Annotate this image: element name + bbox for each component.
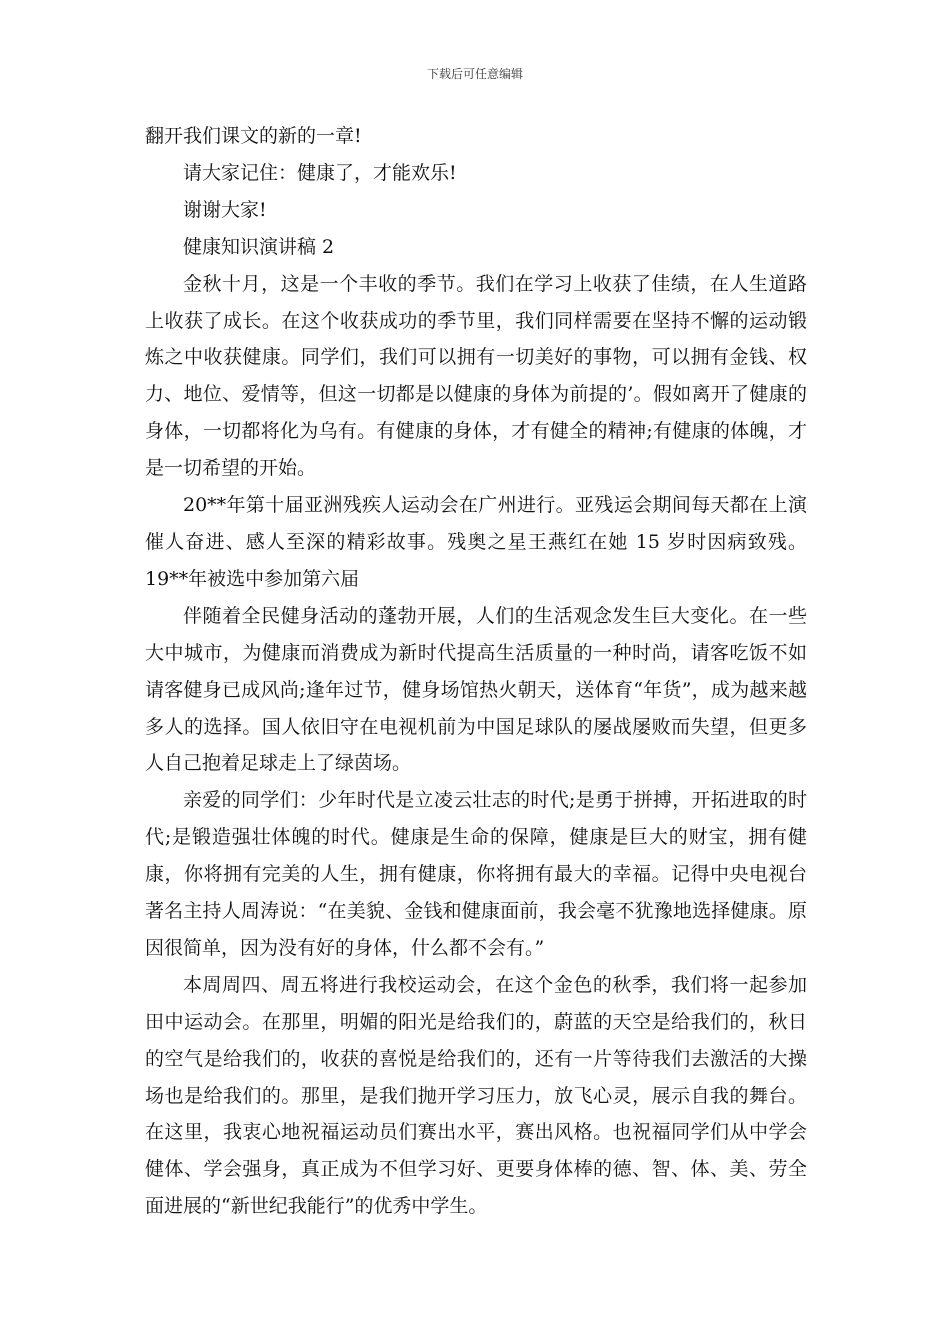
- paragraph: 谢谢大家!: [183, 198, 267, 221]
- paragraph: 20**年第十届亚洲残疾人运动会在广州进行。亚残运会期间每天都在上演催人奋进、感人至深的精彩故事。残奥之星王燕红在她 15 岁时因病致残。19**年被选中参加第六届: [145, 494, 807, 590]
- paragraph: 亲爱的同学们：少年时代是立凌云壮志的时代;是勇于拼搏，开拓进取的时代;是锻造强壮体魄的时代。健康是生命的保障，健康是巨大的财宝，拥有健康，你将拥有完美的人生，拥有健康，你将拥有最大的幸福。记得中央电视台著名主持人周涛说：“在美貌、金钱和健康面前，我会毫不犹豫地选择健康。原因很简单，因为没有好的身体，什么都不会有。”: [145, 789, 807, 959]
- paragraph: 翻开我们课文的新的一章!: [145, 125, 362, 147]
- paragraph: 请大家记住：健康了，才能欢乐!: [183, 161, 457, 184]
- section-title: 健康知识演讲稿 2: [183, 235, 335, 258]
- paragraph: 伴随着全民健身活动的蓬勃开展，人们的生活观念发生巨大变化。在一些大中城市，为健康而消费成为新时代提高生活质量的一种时尚，请客吃饭不如请客健身已成风尚;逢年过节，健身场馆热火朝天，送体育“年货”，成为越来越多人的选择。国人依旧守在电视机前为中国足球队的屡战屡败而失望，但更多人自己抱着足球走上了绿茵场。: [145, 604, 807, 775]
- paragraph: 本周周四、周五将进行我校运动会，在这个金色的秋季，我们将一起参加田中运动会。在那里，明媚的阳光是给我们的，蔚蓝的天空是给我们的，秋日的空气是给我们的，收获的喜悦是给我们的，还有一片等待我们去激活的大操场也是给我们的。那里，是我们抛开学习压力，放飞心灵，展示自我的舞台。在这里，我衷心地祝福运动员们赛出水平，赛出风格。也祝福同学们从中学会健体、学会强身，真正成为不但学习好、更要身体棒的德、智、体、美、劳全面进展的“新世纪我能行”的优秀中学生。: [145, 973, 807, 1218]
- document-body: [145, 118, 807, 1225]
- paragraph: 金秋十月，这是一个丰收的季节。我们在学习上收获了佳绩，在人生道路上收获了成长。在这个收获成功的季节里，我们同样需要在坚持不懈的运动锻炼之中收获健康。同学们，我们可以拥有一切美好的事物，可以拥有金钱、权力、地位、爱情等，但这一切都是以健康的身体为前提的’。假如离开了健康的身体，一切都将化为乌有。有健康的身体，才有健全的精神;有健康的体魄，才是一切希望的开始。: [145, 272, 807, 480]
- page-header-note: 下载后可任意编辑: [426, 67, 523, 81]
